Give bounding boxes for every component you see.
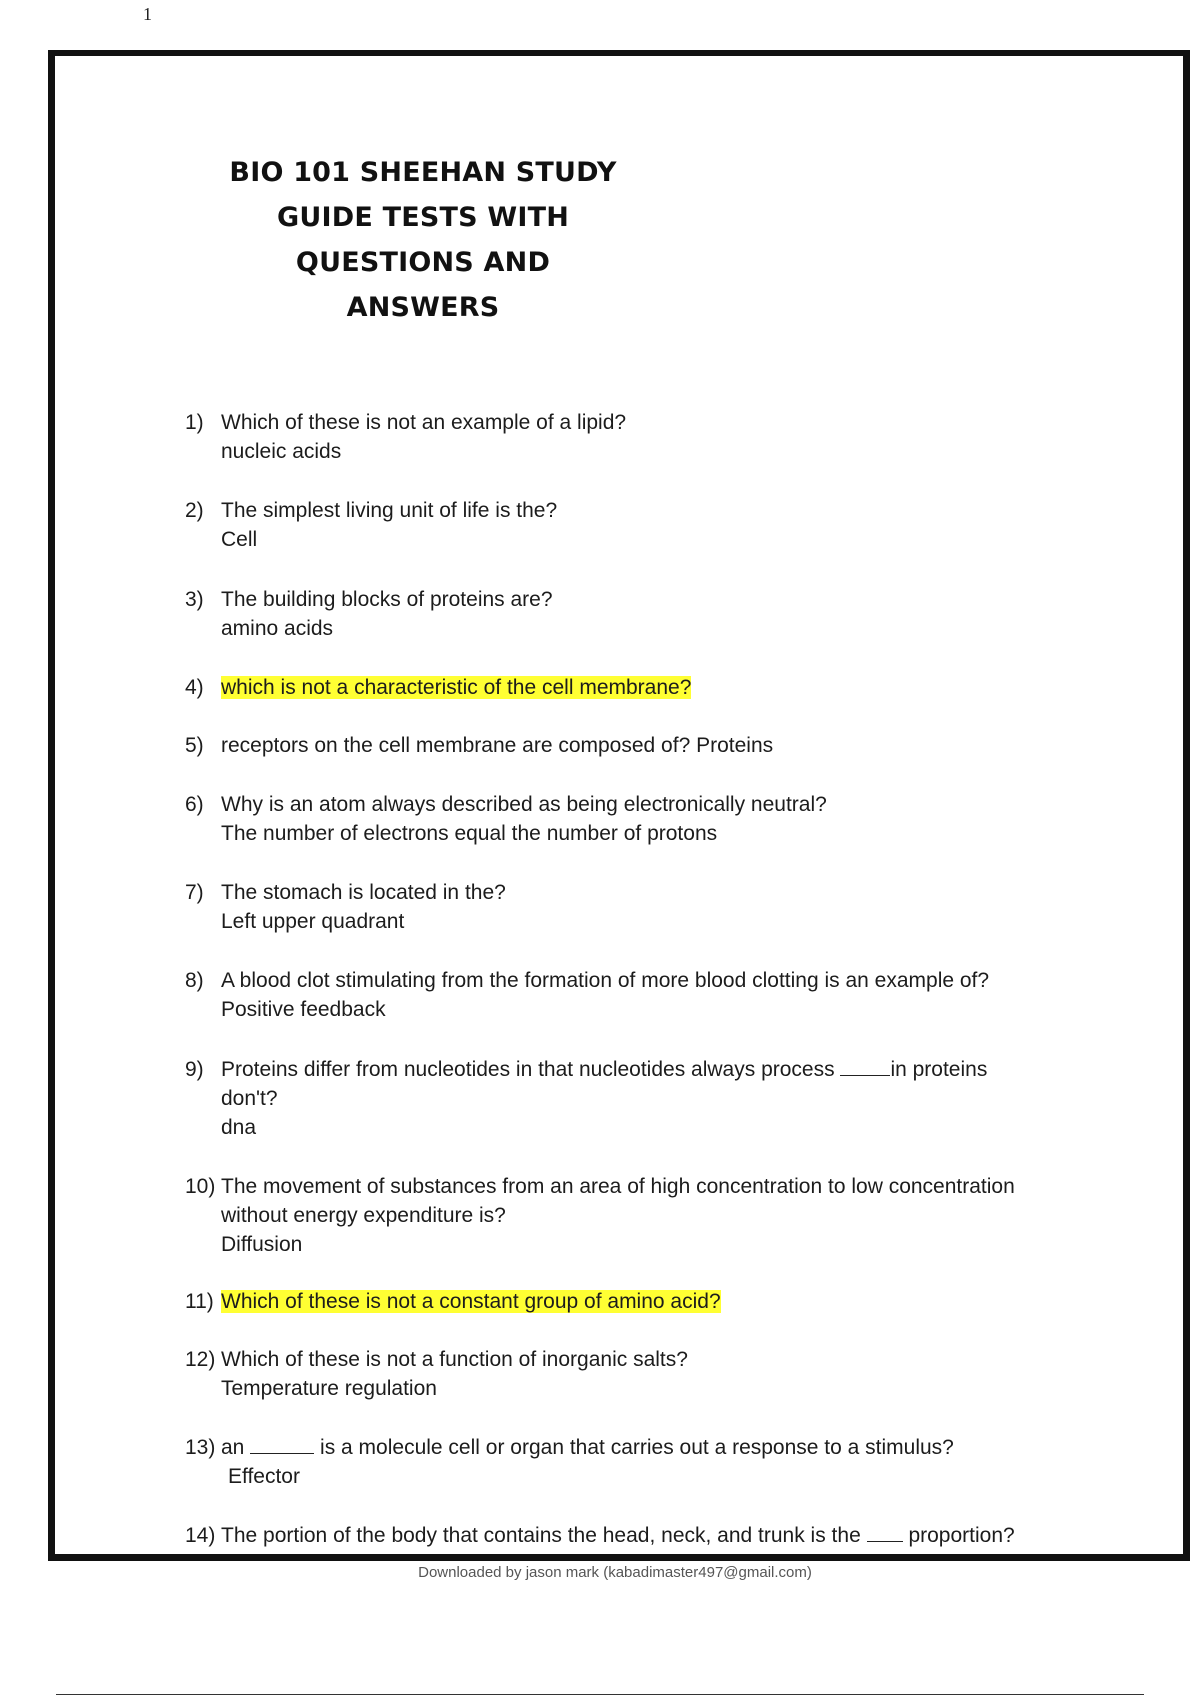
answer-text: amino acids [221,617,334,640]
question-number: 10) [185,1175,216,1198]
question-item [185,1287,1125,1316]
answer-text: Positive feedback [221,998,386,1021]
question-text: The simplest living unit of life is the? [221,499,558,522]
question-number: 13) [185,1436,216,1459]
question-text: A blood clot stimulating from the formation of more blood clotting is an example of? [221,969,990,992]
title-line: BIO 101 SHEEHAN STUDY [229,157,617,188]
question-number: 7) [185,881,204,904]
question-text: Why is an atom always described as being electronically neutral? [221,793,827,816]
question-item [185,1433,1125,1491]
question-item [185,1521,1125,1550]
answer-text: Diffusion [221,1233,303,1256]
question-text-continued: don't? [221,1087,278,1110]
answer-text: The number of electrons equal the number of protons [221,822,718,845]
fill-in-blank [250,1433,314,1454]
title-line: ANSWERS [346,292,500,323]
question-text-start: The portion of the body that contains the head, neck, and trunk is the [221,1524,861,1547]
page-number: 1 [143,4,152,24]
document-title [203,150,643,330]
question-item [185,1055,1125,1142]
question-item [185,496,1125,554]
question-number: 14) [185,1524,216,1547]
answer-text: dna [221,1116,257,1139]
title-line: GUIDE TESTS WITH [277,202,569,233]
question-text-continued: without energy expenditure is? [221,1204,506,1227]
question-text: receptors on the cell membrane are composed of? Proteins [221,734,774,757]
fill-in-blank [840,1055,890,1076]
answer-text: Temperature regulation [221,1377,437,1400]
question-number: 8) [185,969,204,992]
question-item [185,731,1125,760]
question-text: The building blocks of proteins are? [221,588,553,611]
title-line: QUESTIONS AND [295,247,551,278]
highlighted-question-text: Which of these is not a constant group of amino acid? [221,1290,721,1313]
bottom-rule [56,1694,1144,1695]
question-number: 3) [185,588,204,611]
question-item [185,790,1125,848]
answer-text: Left upper quadrant [221,910,405,933]
question-item [185,585,1125,643]
question-item [185,966,1125,1024]
question-text: The stomach is located in the? [221,881,506,904]
question-item [185,673,1125,702]
question-item [185,878,1125,936]
question-text [221,1433,1125,1462]
question-number: 11) [185,1290,214,1313]
question-text-end: is a molecule cell or organ that carries out a response to a stimulus? [320,1436,954,1459]
question-number: 12) [185,1348,216,1371]
question-number: 5) [185,734,204,757]
question-text-end: in proteins [890,1058,988,1081]
question-text: Which of these is not an example of a lipid? [221,411,627,434]
question-text [221,1521,1125,1550]
question-number: 1) [185,411,204,434]
document-frame [48,50,1190,1561]
fill-in-blank [867,1521,903,1542]
download-footer: Downloaded by jason mark (kabadimaster497@gmail.com) [418,1564,812,1581]
question-text-end: proportion? [908,1524,1015,1547]
answer-text: nucleic acids [221,440,342,463]
answer-text: Effector [228,1465,300,1488]
highlighted-question-text: which is not a characteristic of the cell membrane? [221,676,692,699]
question-number: 2) [185,499,204,522]
question-number: 9) [185,1058,204,1081]
question-text: The movement of substances from an area of high concentration to low concentration [221,1175,1015,1198]
question-number: 4) [185,676,204,699]
question-text-start: an [221,1436,245,1459]
question-number: 6) [185,793,204,816]
question-text-start: Proteins differ from nucleotides in that nucleotides always process [221,1058,835,1081]
question-item [185,1172,1125,1259]
question-text [221,1055,1125,1084]
answer-text: Cell [221,528,258,551]
question-text: Which of these is not a function of inorganic salts? [221,1348,688,1371]
question-item [185,408,1125,466]
question-item [185,1345,1125,1403]
